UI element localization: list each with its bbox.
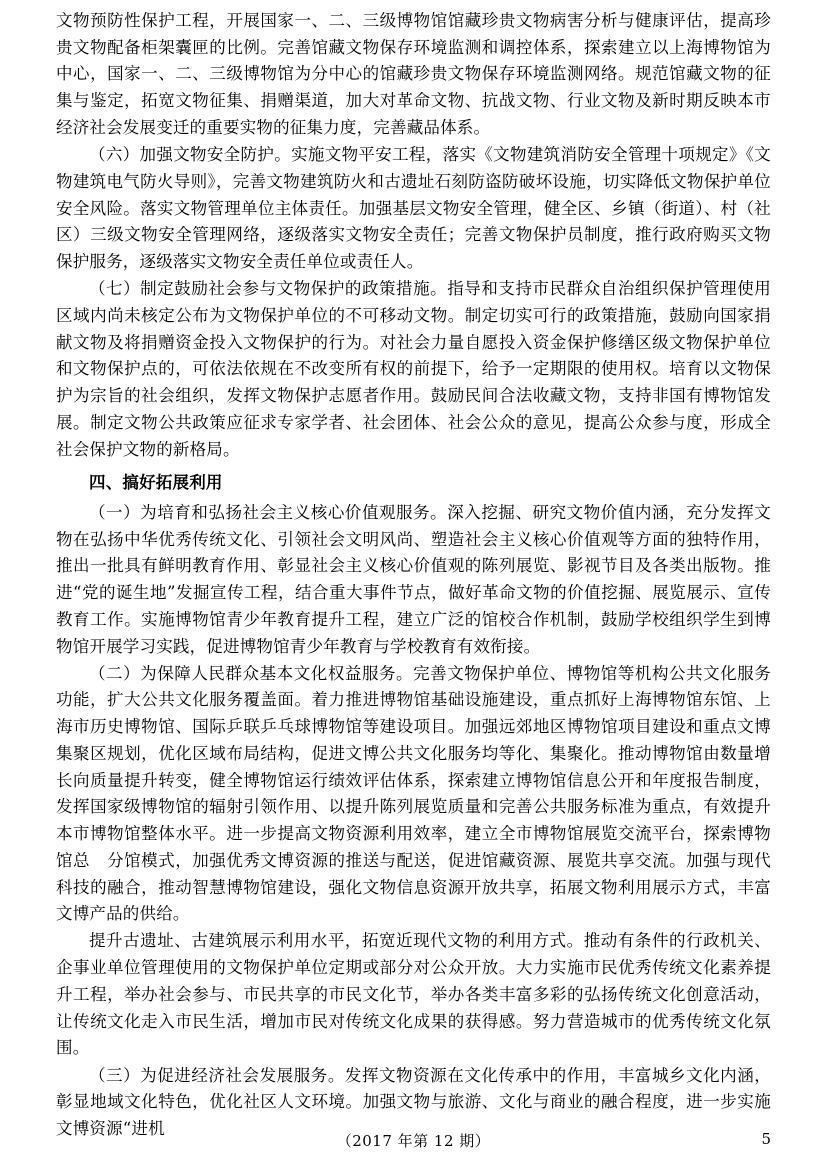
footer-page-number: 5 bbox=[761, 1130, 771, 1148]
paragraph-item-two-continued: 提升古遗址、古建筑展示利用水平，拓宽近现代文物的利用方式。推动有条件的行政机关、企事业单位管理使用的文物保护单位定期或部分对公众开放。大力实施市民优秀传统文化素养提升工程，举办社会参与、市民共享的市民文化节，举办各类丰富多彩的弘扬传统文化创意活动，让传统文化走入市民生活，增加市民对传统文化成果的获得感。努力营造城市的优秀传统文化氛围。 bbox=[56, 931, 771, 1058]
section-heading-four: 四、搞好拓展利用 bbox=[89, 473, 223, 493]
paragraph-item-one: （一）为培育和弘扬社会主义核心价值观服务。深入挖掘、研究文物价值内涵，充分发挥文物在弘扬中华优秀传统文化、引领社会文明风尚、塑造社会主义核心价值观等方面的独特作用，推出一批具有鲜明教育作用、彰显社会主义核心价值观的陈列展览、影视节目及各类出版物。推进“党的诞生地”发掘宣传工程，结合重大事件节点，做好革命文物的价值挖掘、展览展示、宣传教育工作。实施博物馆青少年教育提升工程，建立广泛的馆校合作机制，鼓励学校组织学生到博物馆开展学习实践，促进博物馆青少年教育与学校教育有效衔接。 bbox=[56, 502, 771, 656]
paragraph-continuation: 文物预防性保护工程，开展国家一、二、三级博物馆馆藏珍贵文物病害分析与健康评估，提高珍贵文物配备柜架囊匣的比例。完善馆藏文物保存环境监测和调控体系，探索建立以上海博物馆为中心，国家一、二、三级博物馆为分中心的馆藏珍贵文物保存环境监测网络。规范馆藏文物的征集与鉴定，拓宽文物征集、捐赠渠道，加大对革命文物、抗战文物、行业文物及新时期反映本市经济社会发展变迁的重要实物的征集力度，完善藏品体系。 bbox=[56, 11, 771, 137]
paragraph-item-two: （二）为保障人民群众基本文化权益服务。完善文物保护单位、博物馆等机构公共文化服务功能，扩大公共文化服务覆盖面。着力推进博物馆基础设施建设，重点抓好上海博物馆东馆、上海市历史博物馆、国际乒联乒乓球博物馆等建设项目。加强远郊地区博物馆项目建设和重点文博集聚区规划，优化区域布局结构，促进文博公共文化服务均等化、集聚化。推动博物馆由数量增长向质量提升转变，健全博物馆运行绩效评估体系，探索建立博物馆信息公开和年度报告制度，发挥国家级博物馆的辐射引领作用、以提升陈列展览质量和完善公共服务标准为重点，有效提升本市博物馆整体水平。进一步提高文物资源利用效率，建立全市博物馆展览交流平台，探索博物馆总 分馆模式，加强优秀文博资源的推送与配送，促进馆藏资源、展览共享交流。加强与现代科技的融合，推动智慧博物馆建设，强化文物信息资源开放共享，拓展文物利用展示方式，丰富文博产品的供给。 bbox=[56, 663, 771, 924]
paragraph-item-three: （三）为促进经济社会发展服务。发挥文物资源在文化传承中的作用，丰富城乡文化内涵，彰显地域文化特色，优化社区人文环境。加强文物与旅游、文化与商业的融合程度，进一步实施文博资源“进机 bbox=[56, 1065, 771, 1138]
document-body bbox=[56, 8, 771, 1143]
page-footer bbox=[56, 1130, 771, 1154]
paragraph-section-six: （六）加强文物安全防护。实施文物平安工程，落实《文物建筑消防安全管理十项规定》《文物建筑电气防火导则》，完善文物建筑防火和古遗址石刻防盗防破坏设施，切实降低文物保护单位安全风险。落实文物管理单位主体责任。加强基层文物安全管理，健全区、乡镇（街道）、村（社区）三级文物安全管理网络，逐级落实文物安全责任；完善文物保护员制度，推行政府购买文物保护服务，逐级落实文物安全责任单位或责任人。 bbox=[56, 145, 771, 271]
footer-issue-label: （2017 年第 12 期） bbox=[336, 1132, 491, 1150]
paragraph-section-seven: （七）制定鼓励社会参与文物保护的政策措施。指导和支持市民群众自治组织保护管理使用区域内尚未核定公布为文物保护单位的不可移动文物。制定切实可行的政策措施，鼓励向国家捐献文物及将捐赠资金投入文物保护的行为。对社会力量自愿投入资金保护修缮区级文物保护单位和文物保护点的，可依法依规在不改变所有权的前提下，给予一定期限的使用权。培育以文物保护为宗旨的社会组织，发挥文物保护志愿者作用。鼓励民间合法收藏文物，支持非国有博物馆发展。制定文物公共政策应征求专家学者、社会团体、社会公众的意见，提高公众参与度，形成全社会保护文物的新格局。 bbox=[56, 279, 771, 459]
